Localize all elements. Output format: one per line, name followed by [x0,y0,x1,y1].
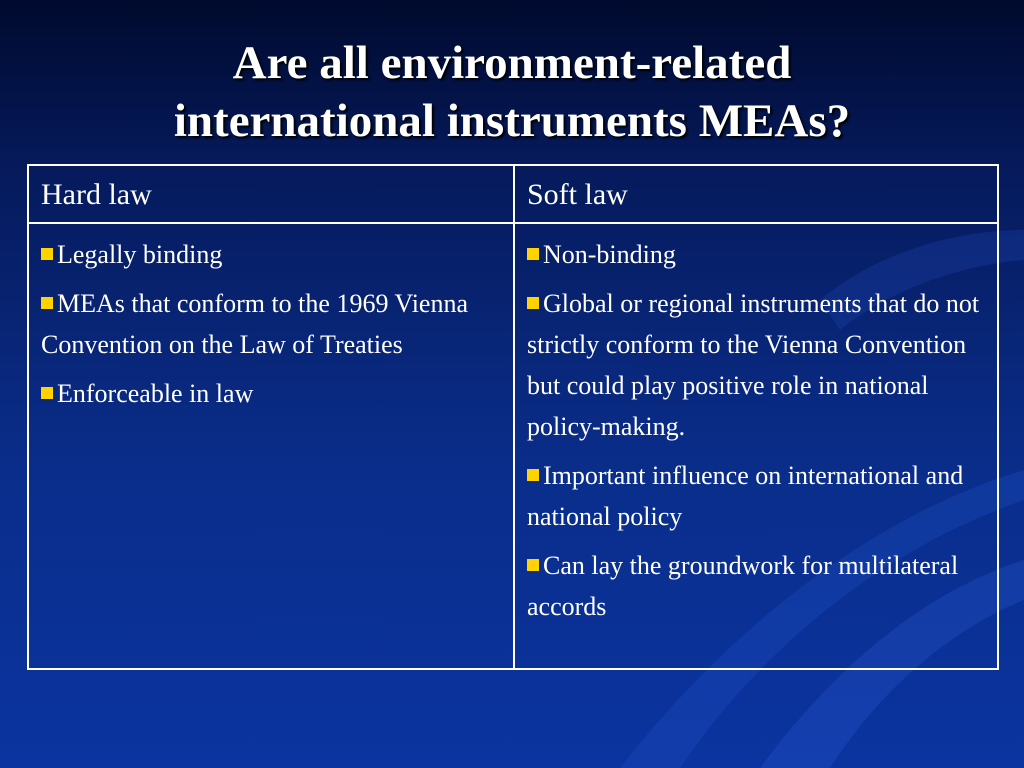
soft-law-cell [514,223,998,669]
soft-law-point-1: Non-binding [543,240,676,269]
square-bullet-icon [527,297,539,309]
comparison-table [27,164,999,670]
soft-law-point-2: Global or regional instruments that do not strictly conform to the Vienna Convention but could play positive role in national policy-making. [527,289,980,441]
list-item [41,234,503,275]
square-bullet-icon [41,387,53,399]
list-item [41,283,503,365]
list-item [527,455,987,537]
square-bullet-icon [527,248,539,260]
square-bullet-icon [527,559,539,571]
list-item [527,234,987,275]
hard-law-point-2: MEAs that conform to the 1969 Vienna Convention on the Law of Treaties [41,289,468,359]
list-item [527,283,987,447]
slide-title-line-2: international instruments MEAs? [173,95,851,147]
soft-law-point-3: Important influence on international and national policy [527,461,964,531]
soft-law-point-4: Can lay the groundwork for multilateral accords [527,551,959,621]
slide-title [40,34,984,150]
square-bullet-icon [527,469,539,481]
hard-law-point-3: Enforceable in law [57,379,254,408]
hard-law-cell [28,223,514,669]
table-header-row [28,165,998,223]
header-hard-law: Hard law [28,165,514,223]
header-soft-law: Soft law [514,165,998,223]
square-bullet-icon [41,297,53,309]
slide-title-line-1: Are all environment-related [232,37,792,89]
hard-law-point-1: Legally binding [57,240,223,269]
list-item [41,373,503,414]
table-body-row [28,223,998,669]
list-item [527,545,987,627]
square-bullet-icon [41,248,53,260]
